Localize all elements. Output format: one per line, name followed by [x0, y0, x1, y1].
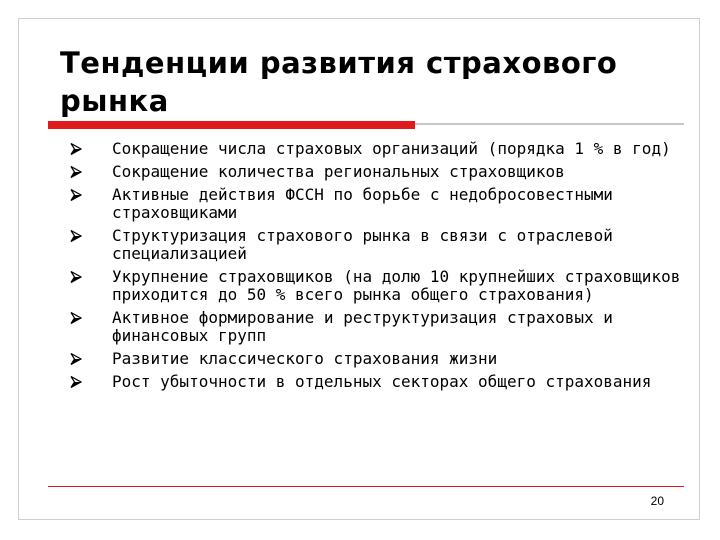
bullet-text: Сокращение количества региональных страховщиков — [112, 162, 565, 181]
page-number: 20 — [650, 494, 664, 508]
arrowhead-bullet-icon — [70, 271, 82, 283]
arrowhead-bullet-icon — [70, 353, 82, 365]
arrowhead-bullet-icon — [70, 166, 82, 178]
footer-rule — [48, 486, 684, 487]
bullet-text: Сокращение числа страховых организаций (порядка 1 % в год) — [112, 139, 671, 158]
bullet-item — [60, 309, 690, 345]
bullet-item — [60, 373, 690, 391]
arrowhead-bullet-icon — [70, 312, 82, 324]
bullet-text: Укрупнение страховщиков (на долю 10 крупнейших страховщиков приходится до 50 % всего рынка общего страхования) — [112, 267, 681, 304]
bullet-text: Рост убыточности в отдельных секторах общего страхования — [112, 372, 652, 391]
title-accent-bar — [48, 121, 415, 129]
bullet-item — [60, 186, 690, 222]
bullet-text: Активное формирование и реструктуризация страховых и финансовых групп — [112, 308, 613, 345]
bullet-item — [60, 350, 690, 368]
bullet-item — [60, 140, 690, 158]
arrowhead-bullet-icon — [70, 189, 82, 201]
slide-title: Тенденции развития страхового рынка — [60, 46, 618, 118]
bullet-text: Активные действия ФССН по борьбе с недобросовестными страховщиками — [112, 185, 613, 222]
arrowhead-bullet-icon — [70, 143, 82, 155]
bullet-text: Развитие классического страхования жизни — [112, 349, 498, 368]
arrowhead-bullet-icon — [70, 230, 82, 242]
bullet-item — [60, 163, 690, 181]
bullet-list — [60, 140, 690, 396]
bullet-text: Структуризация страхового рынка в связи с отраслевой специализацией — [112, 226, 613, 263]
arrowhead-bullet-icon — [70, 376, 82, 388]
bullet-item — [60, 227, 690, 263]
bullet-item — [60, 268, 690, 304]
